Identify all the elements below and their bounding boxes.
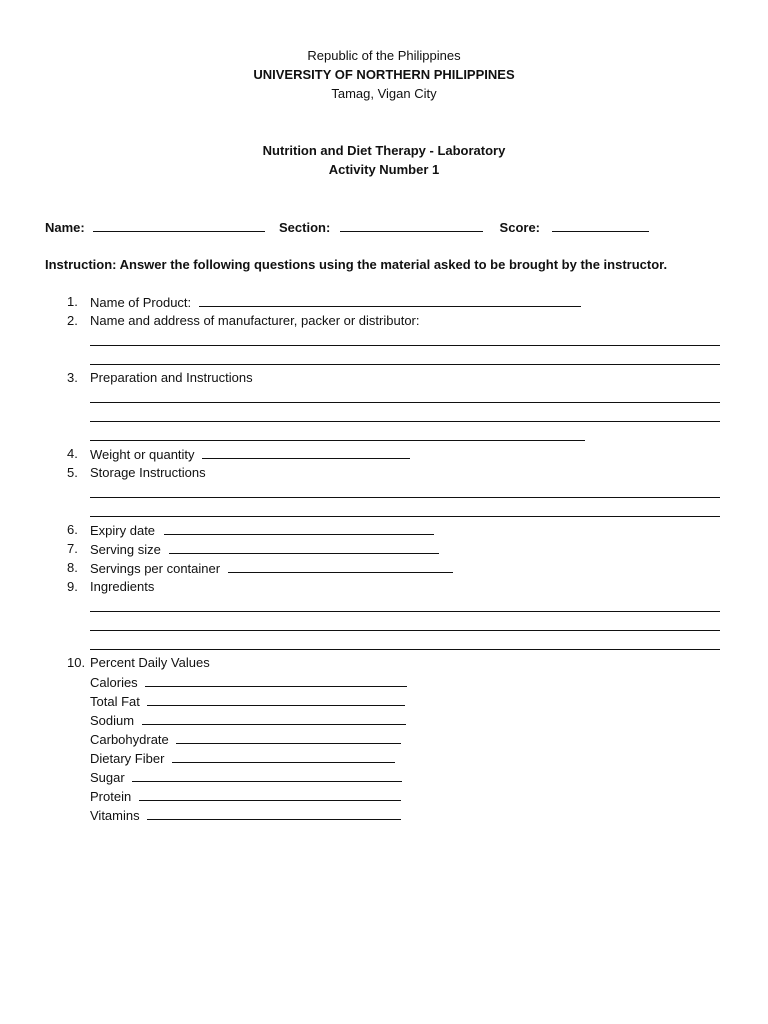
item-label: Servings per container xyxy=(90,561,221,576)
dv-field[interactable] xyxy=(145,673,407,687)
header-location: Tamag, Vigan City xyxy=(331,86,437,101)
item-label: Storage Instructions xyxy=(90,465,206,480)
dv-calories xyxy=(90,673,407,692)
answer-line[interactable] xyxy=(90,497,720,498)
answer-line[interactable] xyxy=(90,345,720,346)
score-field[interactable] xyxy=(552,218,649,232)
dv-label: Protein xyxy=(90,789,132,804)
item-label: Expiry date xyxy=(90,523,156,538)
item-label: Name and address of manufacturer, packer or distributor: xyxy=(90,313,420,328)
dv-total-fat xyxy=(90,692,405,711)
section-label: Section: xyxy=(279,220,331,235)
activity-number: Activity Number 1 xyxy=(328,162,440,177)
item-number: 4. xyxy=(67,446,78,461)
item-label: Weight or quantity xyxy=(90,447,195,462)
item-label: Preparation and Instructions xyxy=(90,370,253,385)
item-number: 9. xyxy=(67,579,78,594)
document-title: Nutrition and Diet Therapy - Laboratory xyxy=(262,143,506,158)
item-number: 3. xyxy=(67,370,78,385)
answer-line[interactable] xyxy=(90,516,720,517)
product-name-field[interactable] xyxy=(199,293,581,307)
answer-line[interactable] xyxy=(90,421,720,422)
dv-label: Vitamins xyxy=(90,808,140,823)
answer-line[interactable] xyxy=(90,402,720,403)
answer-line[interactable] xyxy=(90,364,720,365)
header-republic: Republic of the Philippines xyxy=(307,48,461,63)
dv-label: Total Fat xyxy=(90,694,140,709)
servings-per-container-field[interactable] xyxy=(228,559,453,573)
score-label: Score: xyxy=(499,220,541,235)
answer-line[interactable] xyxy=(90,649,720,650)
item-8 xyxy=(90,559,453,578)
item-label: Name of Product: xyxy=(90,295,192,310)
dv-dietary-fiber xyxy=(90,749,395,768)
item-label: Percent Daily Values xyxy=(90,655,210,670)
dv-label: Calories xyxy=(90,675,138,690)
instruction-text: Instruction: Answer the following questions using the material asked to be brought by the instructor. xyxy=(45,257,668,272)
section-field[interactable] xyxy=(340,218,483,232)
item-number: 8. xyxy=(67,560,78,575)
item-6 xyxy=(90,521,434,540)
dv-vitamins xyxy=(90,806,401,825)
dv-field[interactable] xyxy=(172,749,395,763)
dv-field[interactable] xyxy=(176,730,401,744)
answer-line[interactable] xyxy=(90,630,720,631)
dv-field[interactable] xyxy=(132,768,402,782)
item-1 xyxy=(90,293,581,312)
dv-label: Dietary Fiber xyxy=(90,751,165,766)
dv-label: Sodium xyxy=(90,713,135,728)
serving-size-field[interactable] xyxy=(169,540,439,554)
header-university: UNIVERSITY OF NORTHERN PHILIPPINES xyxy=(253,67,515,82)
item-number: 6. xyxy=(67,522,78,537)
name-field[interactable] xyxy=(93,218,265,232)
name-label: Name: xyxy=(45,220,85,235)
item-number: 10. xyxy=(67,655,86,670)
item-label: Ingredients xyxy=(90,579,155,594)
item-4 xyxy=(90,445,410,464)
dv-protein xyxy=(90,787,401,806)
dv-label: Sugar xyxy=(90,770,125,785)
dv-label: Carbohydrate xyxy=(90,732,169,747)
item-number: 1. xyxy=(67,294,78,309)
weight-field[interactable] xyxy=(202,445,410,459)
dv-field[interactable] xyxy=(147,692,405,706)
dv-carbohydrate xyxy=(90,730,401,749)
student-info-row xyxy=(45,218,649,237)
item-7 xyxy=(90,540,439,559)
answer-line[interactable] xyxy=(90,440,585,441)
item-number: 5. xyxy=(67,465,78,480)
dv-field[interactable] xyxy=(147,806,401,820)
dv-sodium xyxy=(90,711,406,730)
item-number: 7. xyxy=(67,541,78,556)
item-label: Serving size xyxy=(90,542,161,557)
dv-sugar xyxy=(90,768,402,787)
dv-field[interactable] xyxy=(142,711,406,725)
expiry-date-field[interactable] xyxy=(164,521,434,535)
answer-line[interactable] xyxy=(90,611,720,612)
dv-field[interactable] xyxy=(139,787,401,801)
item-number: 2. xyxy=(67,313,78,328)
